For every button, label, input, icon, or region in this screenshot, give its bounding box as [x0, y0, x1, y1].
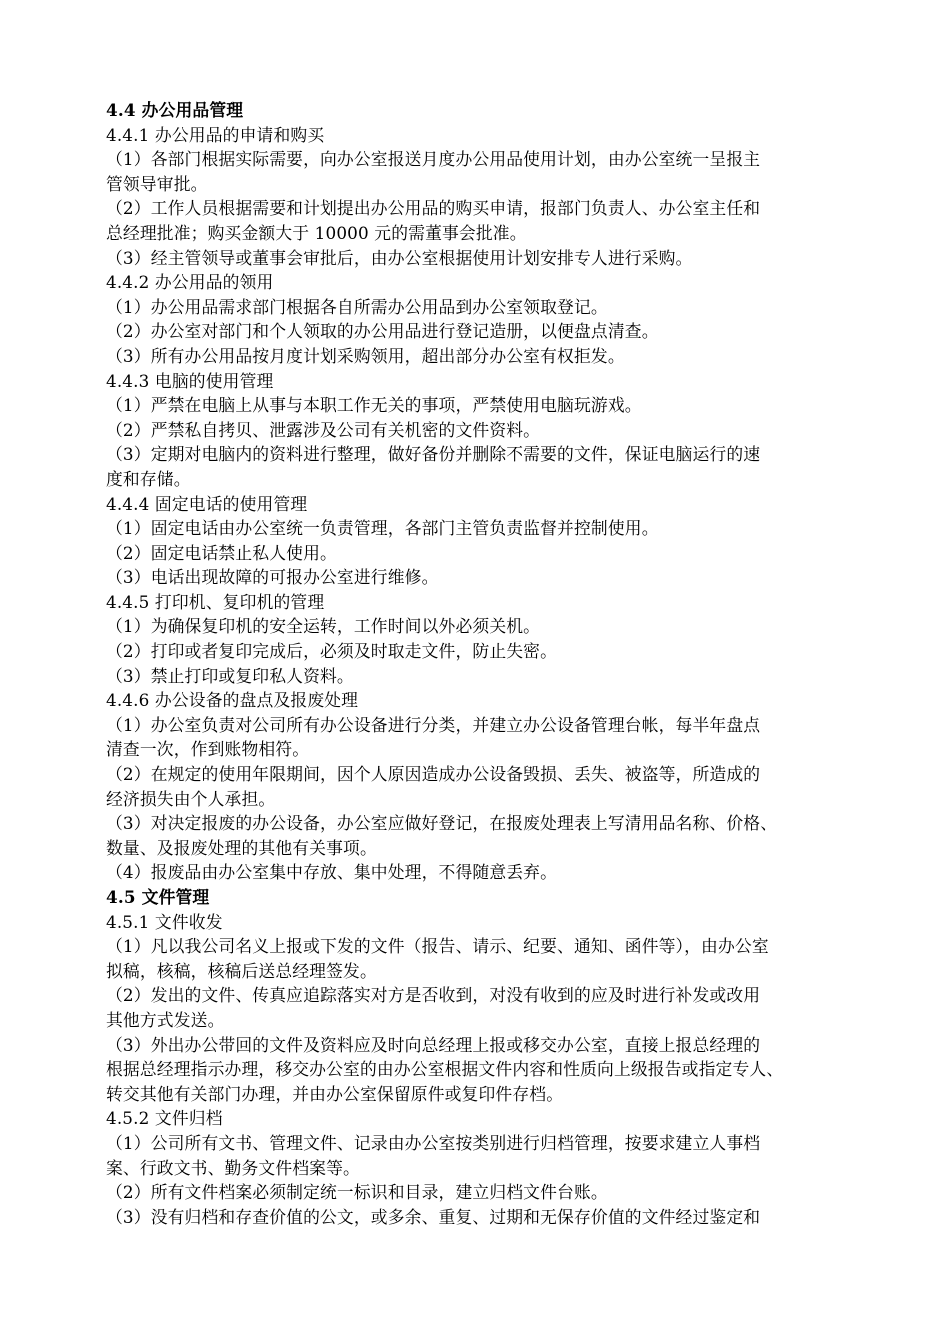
- subsection-heading: 4.4.4 固定电话的使用管理: [106, 493, 308, 514]
- paragraph-line: （1）办公用品需求部门根据各自所需办公用品到办公室领取登记。: [106, 296, 608, 317]
- paragraph-line: （2）发出的文件、传真应追踪落实对方是否收到，对没有收到的应及时进行补发或改用: [106, 985, 761, 1006]
- paragraph-line: （1）严禁在电脑上从事与本职工作无关的事项，严禁使用电脑玩游戏。: [106, 395, 642, 416]
- paragraph-line: 其他方式发送。: [106, 1009, 225, 1030]
- paragraph-line: 转交其他有关部门办理，并由办公室保留原件或复印件存档。: [106, 1083, 564, 1104]
- subsection-heading: 4.5.1 文件收发: [106, 911, 223, 932]
- paragraph-line: （3）定期对电脑内的资料进行整理，做好备份并删除不需要的文件，保证电脑运行的速: [106, 444, 761, 465]
- paragraph-line: （3）外出办公带回的文件及资料应及时向总经理上报或移交办公室，直接上报总经理的: [106, 1034, 761, 1055]
- paragraph-line: （1）为确保复印机的安全运转，工作时间以外必须关机。: [106, 616, 541, 637]
- paragraph-line: （2）所有文件档案必须制定统一标识和目录，建立归档文件台账。: [106, 1182, 608, 1203]
- paragraph-line: 总经理批准；购买金额大于 10000 元的需董事会批准。: [106, 222, 527, 243]
- subsection-heading: 4.4.2 办公用品的领用: [106, 272, 274, 293]
- paragraph-line: （2）严禁私自拷贝、泄露涉及公司有关机密的文件资料。: [106, 419, 541, 440]
- paragraph-line: （1）办公室负责对公司所有办公设备进行分类，并建立办公设备管理台帐，每半年盘点: [106, 714, 761, 735]
- subsection-heading: 4.4.6 办公设备的盘点及报废处理: [106, 690, 359, 711]
- paragraph-line: （2）在规定的使用年限期间，因个人原因造成办公设备毁损、丢失、被盗等，所造成的: [106, 764, 761, 785]
- paragraph-line: 根据总经理指示办理，移交办公室的由办公室根据文件内容和性质向上级报告或指定专人、: [106, 1059, 784, 1080]
- paragraph-line: 经济损失由个人承担。: [106, 788, 276, 809]
- paragraph-line: （2）工作人员根据需要和计划提出办公用品的购买申请，报部门负责人、办公室主任和: [106, 198, 761, 219]
- paragraph-line: （3）经主管领导或董事会审批后，由办公室根据使用计划安排专人进行采购。: [106, 247, 693, 268]
- paragraph-line: 清查一次，作到账物相符。: [106, 739, 310, 760]
- paragraph-line: 管领导审批。: [106, 173, 208, 194]
- paragraph-line: （3）对决定报废的办公设备，办公室应做好登记，在报废处理表上写清用品名称、价格、: [106, 813, 778, 834]
- subsection-heading: 4.5.2 文件归档: [106, 1108, 223, 1129]
- section-heading: 4.5 文件管理: [106, 887, 210, 907]
- paragraph-line: （2）办公室对部门和个人领取的办公用品进行登记造册，以便盘点清查。: [106, 321, 659, 342]
- document-page: [106, 98, 866, 1229]
- paragraph-line: （1）固定电话由办公室统一负责管理，各部门主管负责监督并控制使用。: [106, 518, 659, 539]
- paragraph-line: （4）报废品由办公室集中存放、集中处理，不得随意丢弃。: [106, 862, 558, 883]
- paragraph-line: （3）电话出现故障的可报办公室进行维修。: [106, 567, 439, 588]
- paragraph-line: （2）固定电话禁止私人使用。: [106, 542, 337, 563]
- subsection-heading: 4.4.1 办公用品的申请和购买: [106, 124, 325, 145]
- paragraph-line: 数量、及报废处理的其他有关事项。: [106, 837, 377, 858]
- subsection-heading: 4.4.3 电脑的使用管理: [106, 370, 274, 391]
- paragraph-line: （1）各部门根据实际需要，向办公室报送月度办公用品使用计划，由办公室统一呈报主: [106, 149, 761, 170]
- paragraph-line: （3）禁止打印或复印私人资料。: [106, 665, 354, 686]
- subsection-heading: 4.4.5 打印机、复印机的管理: [106, 591, 325, 612]
- paragraph-line: 度和存储。: [106, 468, 191, 489]
- section-heading: 4.4 办公用品管理: [106, 100, 244, 120]
- paragraph-line: （1）公司所有文书、管理文件、记录由办公室按类别进行归档管理，按要求建立人事档: [106, 1132, 761, 1153]
- paragraph-line: 案、行政文书、勤务文件档案等。: [106, 1157, 360, 1178]
- paragraph-line: （3）所有办公用品按月度计划采购领用，超出部分办公室有权拒发。: [106, 345, 625, 366]
- paragraph-line: （1）凡以我公司名义上报或下发的文件（报告、请示、纪要、通知、函件等），由办公室: [106, 936, 769, 957]
- paragraph-line: （2）打印或者复印完成后，必须及时取走文件，防止失密。: [106, 641, 558, 662]
- paragraph-line: （3）没有归档和存查价值的公文，或多余、重复、过期和无保存价值的文件经过鉴定和: [106, 1206, 761, 1227]
- paragraph-line: 拟稿，核稿，核稿后送总经理签发。: [106, 960, 377, 981]
